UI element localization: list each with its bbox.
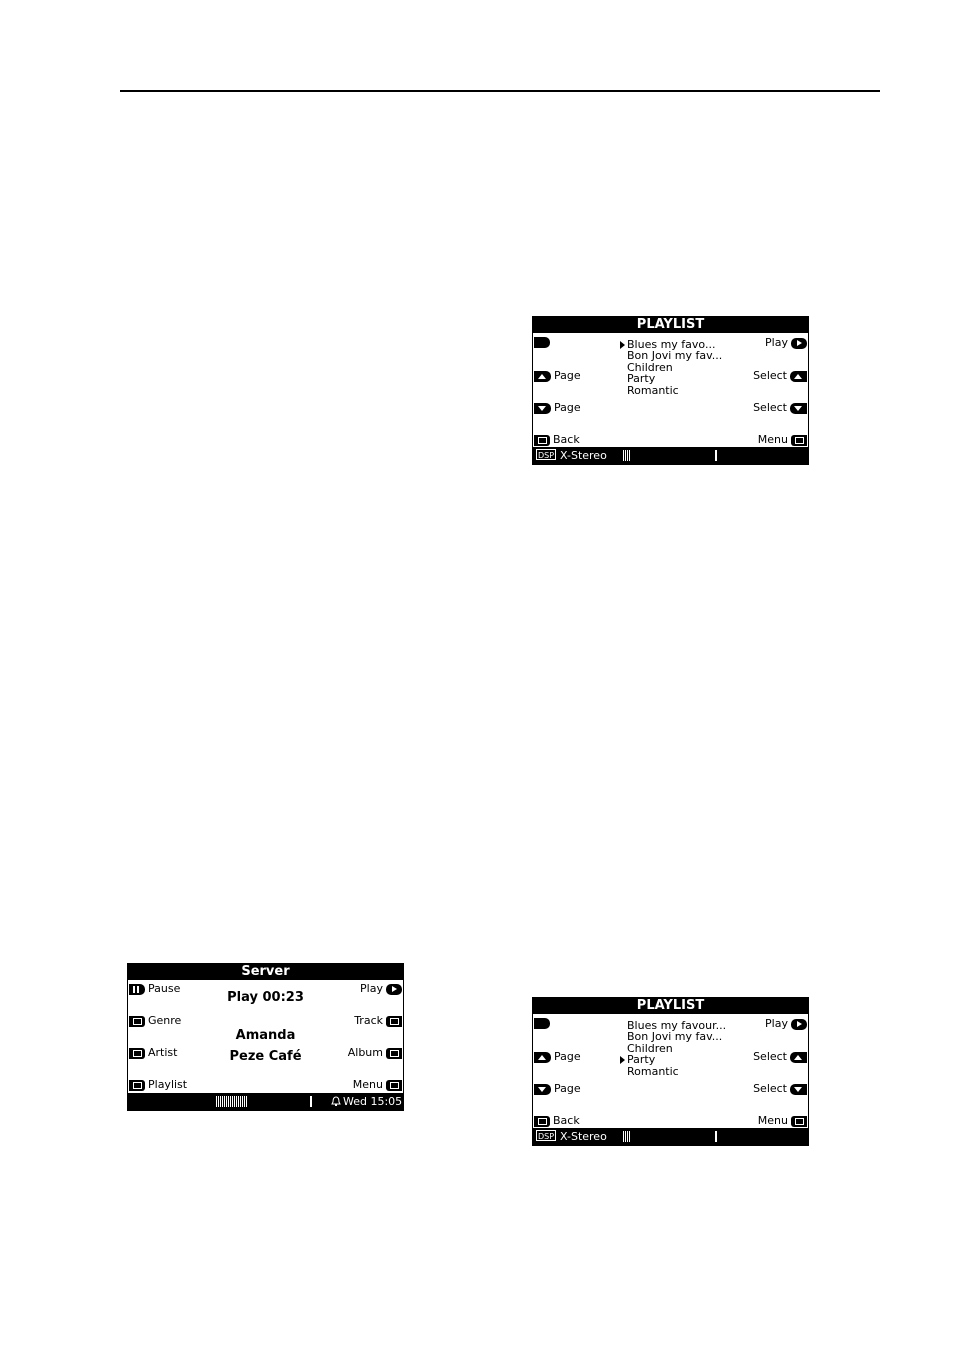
softkey-select-down[interactable]: Select	[750, 1082, 807, 1096]
artist-name: Peze Café	[229, 1049, 302, 1064]
volume-marker	[715, 1131, 717, 1142]
status-bar	[533, 1128, 808, 1145]
list-item[interactable]: Blues my favour...	[627, 1019, 727, 1032]
softkey-menu[interactable]: Menu	[350, 1078, 402, 1092]
selection-caret-icon	[620, 341, 625, 349]
softkey-left-1[interactable]	[534, 1018, 556, 1029]
signal-bars-icon	[216, 1096, 247, 1107]
down-arrow-icon	[790, 1084, 807, 1095]
softkey-pause[interactable]: Pause	[129, 982, 183, 996]
softkey-track[interactable]: Track	[351, 1014, 402, 1028]
softkey-playlist[interactable]: Playlist	[129, 1078, 190, 1092]
softkey-menu[interactable]: Menu	[755, 433, 807, 447]
down-arrow-icon	[790, 403, 807, 414]
play-icon	[791, 1019, 807, 1030]
down-arrow-icon	[534, 403, 551, 414]
key-icon	[791, 1116, 807, 1127]
key-icon	[534, 435, 550, 446]
dsp-badge: DSP	[538, 451, 555, 460]
up-arrow-icon	[790, 1052, 807, 1063]
up-arrow-icon	[790, 371, 807, 382]
signal-bars-icon	[623, 450, 630, 461]
softkey-left-1[interactable]	[534, 337, 556, 348]
key-icon	[534, 1116, 550, 1127]
softkey-genre[interactable]: Genre	[129, 1014, 184, 1028]
screen-title: Server	[128, 964, 403, 980]
screen-title: PLAYLIST	[533, 998, 808, 1014]
header-rule	[120, 90, 880, 92]
playlist-list	[619, 339, 722, 396]
play-status: Play 00:23	[227, 990, 304, 1005]
bell-icon	[331, 1096, 341, 1107]
status-bar	[533, 447, 808, 464]
status-bar	[128, 1093, 403, 1110]
key-icon	[386, 1016, 402, 1027]
play-icon	[791, 338, 807, 349]
volume-marker	[310, 1096, 312, 1107]
softkey-select-up[interactable]: Select	[750, 369, 807, 383]
up-arrow-icon	[534, 1052, 551, 1063]
softkey-album[interactable]: Album	[345, 1046, 402, 1060]
softkey-play[interactable]: Play	[762, 1017, 807, 1031]
key-icon	[129, 1080, 145, 1091]
softkey-page-up[interactable]: Page	[534, 369, 584, 383]
softkey-play[interactable]: Play	[357, 982, 402, 996]
sound-mode: X-Stereo	[560, 449, 607, 462]
screen-title: PLAYLIST	[533, 317, 808, 333]
list-item[interactable]: Blues my favo...	[619, 339, 722, 350]
sound-mode: X-Stereo	[560, 1130, 607, 1143]
key-icon	[386, 1080, 402, 1091]
list-item[interactable]: Romantic	[627, 383, 679, 397]
blank-key-icon	[534, 337, 550, 348]
list-item[interactable]: Romantic	[627, 1064, 679, 1078]
track-title: Amanda	[235, 1028, 296, 1043]
down-arrow-icon	[534, 1084, 551, 1095]
key-icon	[129, 1016, 145, 1027]
volume-marker	[715, 450, 717, 461]
selection-caret-icon	[620, 1056, 625, 1064]
server-screen	[127, 963, 404, 1111]
playlist-screen-top	[532, 316, 809, 465]
list-item[interactable]: Children	[627, 360, 673, 374]
playlist-list	[619, 1020, 726, 1077]
softkey-artist[interactable]: Artist	[129, 1046, 180, 1060]
signal-bars-icon	[623, 1131, 630, 1142]
list-item[interactable]: Bon Jovi my fav...	[627, 1030, 723, 1044]
list-item[interactable]: Bon Jovi my fav...	[627, 349, 723, 363]
softkey-page-down[interactable]: Page	[534, 1082, 584, 1096]
key-icon	[791, 435, 807, 446]
softkey-back[interactable]: Back	[534, 1114, 583, 1128]
blank-key-icon	[534, 1018, 550, 1029]
list-item[interactable]: Party	[627, 372, 656, 386]
softkey-play[interactable]: Play	[762, 336, 807, 350]
softkey-page-up[interactable]: Page	[534, 1050, 584, 1064]
softkey-select-up[interactable]: Select	[750, 1050, 807, 1064]
playlist-screen-bottom	[532, 997, 809, 1146]
softkey-menu[interactable]: Menu	[755, 1114, 807, 1128]
list-item[interactable]: Children	[627, 1041, 673, 1055]
up-arrow-icon	[534, 371, 551, 382]
list-item[interactable]: Party	[619, 1054, 726, 1065]
clock: Wed 15:05	[343, 1095, 403, 1108]
softkey-select-down[interactable]: Select	[750, 401, 807, 415]
softkey-back[interactable]: Back	[534, 433, 583, 447]
softkey-page-down[interactable]: Page	[534, 401, 584, 415]
dsp-badge: DSP	[538, 1132, 555, 1141]
